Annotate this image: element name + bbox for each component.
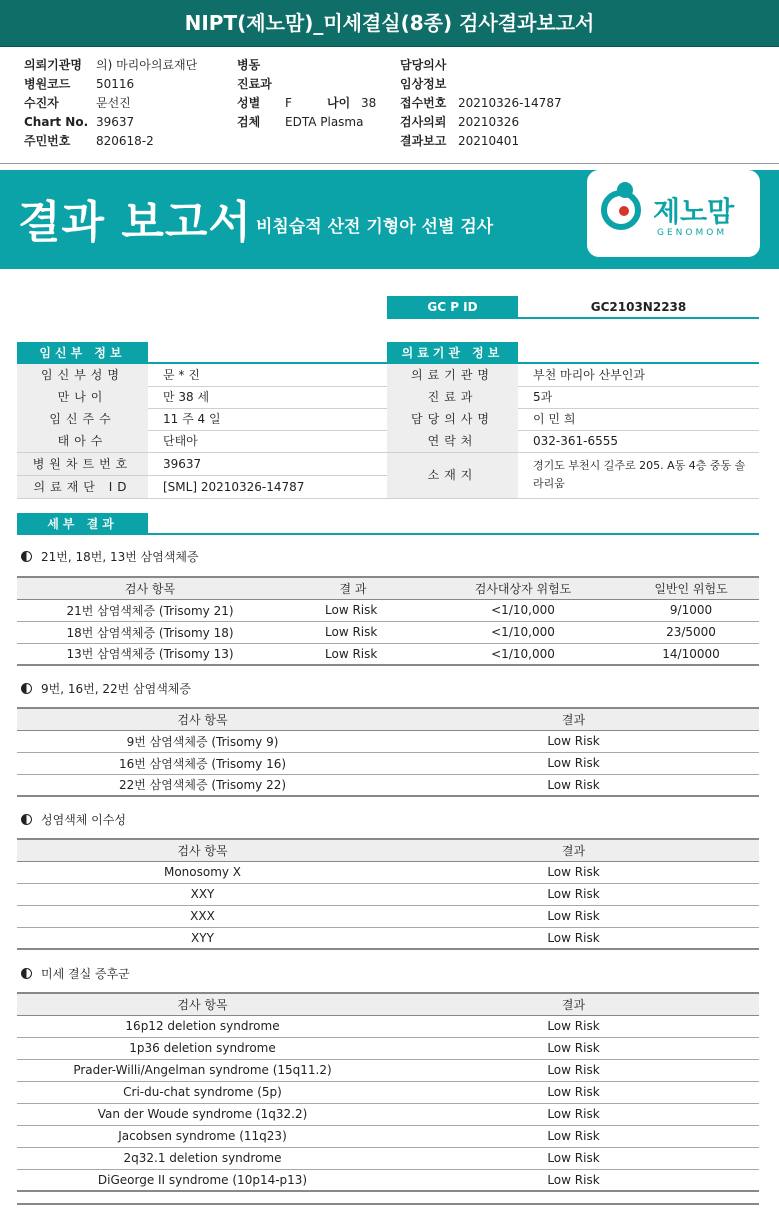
group-title-text: 미세 결실 증후군	[41, 967, 130, 981]
header-value: EDTA Plasma	[285, 115, 364, 129]
info-key: 의료기관명	[387, 364, 518, 386]
result-cell: <1/10,000	[423, 643, 623, 665]
info-key: 소재지	[387, 453, 518, 498]
pregnant-info-row	[17, 476, 387, 498]
table-row	[17, 1169, 759, 1191]
table-row	[17, 861, 759, 883]
header-label: 병동	[237, 58, 261, 72]
logo-subtext: GENOMOM	[657, 228, 728, 238]
column-header: 검사대상자 위험도	[423, 577, 623, 599]
table-row	[17, 1103, 759, 1125]
group-title-text: 21번, 18번, 13번 삼염색체증	[41, 550, 199, 564]
header-value: 20210326-14787	[458, 96, 562, 110]
column-header: 일반인 위험도	[623, 577, 759, 599]
column-header: 결과	[388, 993, 759, 1015]
column-header: 검사 항목	[17, 708, 388, 730]
group-title	[21, 811, 126, 828]
result-cell: Low Risk	[388, 1081, 759, 1103]
info-key: 임신부성명	[17, 364, 148, 386]
table-row	[17, 621, 759, 643]
result-cell: Low Risk	[283, 599, 423, 621]
test-item: XYY	[17, 927, 388, 949]
logo-head-icon	[617, 182, 633, 198]
header-label: 의뢰기관명	[24, 58, 82, 72]
test-item: Van der Woude syndrome (1q32.2)	[17, 1103, 388, 1125]
pregnant-info-row	[17, 386, 387, 408]
header-value: 50116	[96, 77, 135, 91]
info-value: 단태아	[163, 434, 198, 448]
test-item: Jacobsen syndrome (11q23)	[17, 1125, 388, 1147]
test-item: 16번 삼염색체증 (Trisomy 16)	[17, 752, 388, 774]
header-value: 20210401	[458, 134, 520, 148]
table-row	[17, 1125, 759, 1147]
result-cell: Low Risk	[388, 1103, 759, 1125]
institution-info-row	[387, 453, 759, 498]
table-header-row	[17, 708, 759, 730]
info-value	[533, 457, 745, 493]
test-item: 18번 삼염색체증 (Trisomy 18)	[17, 621, 283, 643]
report-banner	[0, 170, 779, 269]
result-cell: Low Risk	[388, 1147, 759, 1169]
table-row	[17, 905, 759, 927]
table-row	[17, 774, 759, 796]
header-label: 검사의뢰	[400, 115, 447, 129]
column-header: 검사 항목	[17, 577, 283, 599]
test-item: 2q32.1 deletion syndrome	[17, 1147, 388, 1169]
document-title: NIPT(제노맘)_미세결실(8종) 검사결과보고서	[0, 0, 779, 47]
header-column-3	[400, 56, 562, 151]
header-label: 접수번호	[400, 96, 447, 110]
pregnant-info-row	[17, 408, 387, 430]
row-separator	[387, 498, 759, 499]
table-row	[17, 643, 759, 665]
result-cell: 9/1000	[623, 599, 759, 621]
header-value: 39637	[96, 115, 135, 129]
test-item: XXY	[17, 883, 388, 905]
divider	[17, 1203, 759, 1205]
test-item: 21번 삼염색체증 (Trisomy 21)	[17, 599, 283, 621]
result-cell: 23/5000	[623, 621, 759, 643]
half-circle-icon	[21, 814, 32, 825]
result-cell: Low Risk	[388, 1037, 759, 1059]
column-header: 결과	[388, 839, 759, 861]
result-cell: Low Risk	[388, 774, 759, 796]
header-label: Chart No.	[24, 115, 89, 129]
column-header: 검사 항목	[17, 839, 388, 861]
section-underline	[17, 533, 759, 535]
result-cell: Low Risk	[388, 1169, 759, 1191]
table-row	[17, 883, 759, 905]
header-value: F	[285, 96, 292, 110]
result-cell: Low Risk	[388, 1059, 759, 1081]
table-row	[17, 1147, 759, 1169]
info-key: 병원차트번호	[17, 453, 148, 475]
table-row	[17, 730, 759, 752]
table-row	[17, 1037, 759, 1059]
header-value: 820618-2	[96, 134, 154, 148]
info-value: [SML] 20210326-14787	[163, 480, 305, 494]
table-row	[17, 1015, 759, 1037]
info-value: 부천 마리아 산부인과	[533, 368, 645, 382]
header-value: 의) 마리아의료재단	[96, 58, 198, 72]
result-cell: Low Risk	[388, 905, 759, 927]
logo-text: 제노맘	[653, 195, 735, 228]
banner-title: 결과 보고서	[18, 197, 252, 248]
column-header: 결 과	[283, 577, 423, 599]
address-line: 경기도 부천시 길주로 205. A동 4층 중동 솔	[533, 459, 746, 472]
info-key: 태아수	[17, 430, 148, 452]
gcp-id-label: GC P ID	[387, 296, 518, 319]
result-cell: Low Risk	[388, 927, 759, 949]
institution-info-row	[387, 430, 759, 452]
institution-info-row	[387, 364, 759, 386]
header-label: 주민번호	[24, 134, 71, 148]
group-title-text: 9번, 16번, 22번 삼염색체증	[41, 682, 191, 696]
row-separator	[17, 498, 387, 499]
result-table	[17, 576, 759, 666]
pregnant-info-row	[17, 453, 387, 475]
result-cell: Low Risk	[388, 883, 759, 905]
info-value: 만 38 세	[163, 390, 210, 404]
header-label: 진료과	[237, 77, 272, 91]
test-item: 9번 삼염색체증 (Trisomy 9)	[17, 730, 388, 752]
detail-results-header: 세부 결과	[17, 513, 148, 535]
result-cell: 14/10000	[623, 643, 759, 665]
group-title	[21, 548, 199, 565]
header-label: 수진자	[24, 96, 59, 110]
header-label: 병원코드	[24, 77, 71, 91]
test-item: Cri-du-chat syndrome (5p)	[17, 1081, 388, 1103]
test-item: Monosomy X	[17, 861, 388, 883]
header-label: 임상정보	[400, 77, 447, 91]
half-circle-icon	[21, 551, 32, 562]
pregnant-info-row	[17, 430, 387, 452]
result-cell: Low Risk	[388, 1125, 759, 1147]
result-cell: Low Risk	[388, 1015, 759, 1037]
divider	[0, 163, 779, 164]
info-key: 진료과	[387, 386, 518, 408]
half-circle-icon	[21, 683, 32, 694]
info-value: 032-361-6555	[533, 434, 619, 448]
test-item: Prader-Willi/Angelman syndrome (15q11.2)	[17, 1059, 388, 1081]
info-key: 담당의사명	[387, 408, 518, 430]
info-key: 임신주수	[17, 408, 148, 430]
group-title-text: 성염색체 이수성	[41, 813, 126, 827]
test-item: 13번 삼염색체증 (Trisomy 13)	[17, 643, 283, 665]
institution-info-row	[387, 386, 759, 408]
result-cell: Low Risk	[388, 861, 759, 883]
institution-info-row	[387, 408, 759, 430]
info-key: 만나이	[17, 386, 148, 408]
test-item: 16p12 deletion syndrome	[17, 1015, 388, 1037]
age-value: 38	[361, 96, 377, 110]
table-header-row	[17, 839, 759, 861]
test-item: 1p36 deletion syndrome	[17, 1037, 388, 1059]
header-column-2	[237, 56, 376, 132]
header-label: 검체	[237, 115, 261, 129]
table-row	[17, 927, 759, 949]
table-row	[17, 752, 759, 774]
header-column-1	[24, 56, 197, 151]
test-item: 22번 삼염색체증 (Trisomy 22)	[17, 774, 388, 796]
result-table	[17, 707, 759, 797]
info-value: 이 민 희	[533, 412, 576, 426]
column-header: 결과	[388, 708, 759, 730]
header-label: 결과보고	[400, 134, 447, 148]
info-value: 11 주 4 일	[163, 412, 221, 426]
table-header-row	[17, 993, 759, 1015]
info-value: 5과	[533, 390, 553, 404]
table-row	[17, 1059, 759, 1081]
header-value: 20210326	[458, 115, 520, 129]
group-title	[21, 680, 191, 697]
header-label: 담당의사	[400, 58, 447, 72]
test-item: XXX	[17, 905, 388, 927]
banner-subtitle: 비침습적 산전 기형아 선별 검사	[256, 217, 494, 237]
table-header-row	[17, 577, 759, 599]
group-title	[21, 965, 130, 982]
column-header: 검사 항목	[17, 993, 388, 1015]
result-cell: Low Risk	[283, 643, 423, 665]
age-label: 나이	[327, 96, 351, 110]
header-value: 문선진	[96, 96, 131, 110]
address-line: 라리움	[533, 477, 565, 490]
pregnant-info-header: 임신부 정보	[17, 342, 148, 364]
pregnant-info-row	[17, 364, 387, 386]
table-row	[17, 599, 759, 621]
result-cell: Low Risk	[283, 621, 423, 643]
result-cell: <1/10,000	[423, 599, 623, 621]
institution-info-header: 의료기관 정보	[387, 342, 518, 364]
info-value: 문 * 진	[163, 368, 200, 382]
result-table	[17, 992, 759, 1192]
info-value: 39637	[163, 457, 202, 471]
half-circle-icon	[21, 968, 32, 979]
result-cell: Low Risk	[388, 752, 759, 774]
result-table	[17, 838, 759, 950]
test-item: DiGeorge II syndrome (10p14-p13)	[17, 1169, 388, 1191]
table-row	[17, 1081, 759, 1103]
gcp-id-value: GC2103N2238	[518, 296, 759, 319]
header-label: 성별	[237, 96, 261, 110]
genomom-logo	[587, 170, 760, 257]
info-key: 연락처	[387, 430, 518, 452]
info-key: 의료재단 ID	[17, 476, 148, 498]
result-cell: Low Risk	[388, 730, 759, 752]
result-cell: <1/10,000	[423, 621, 623, 643]
